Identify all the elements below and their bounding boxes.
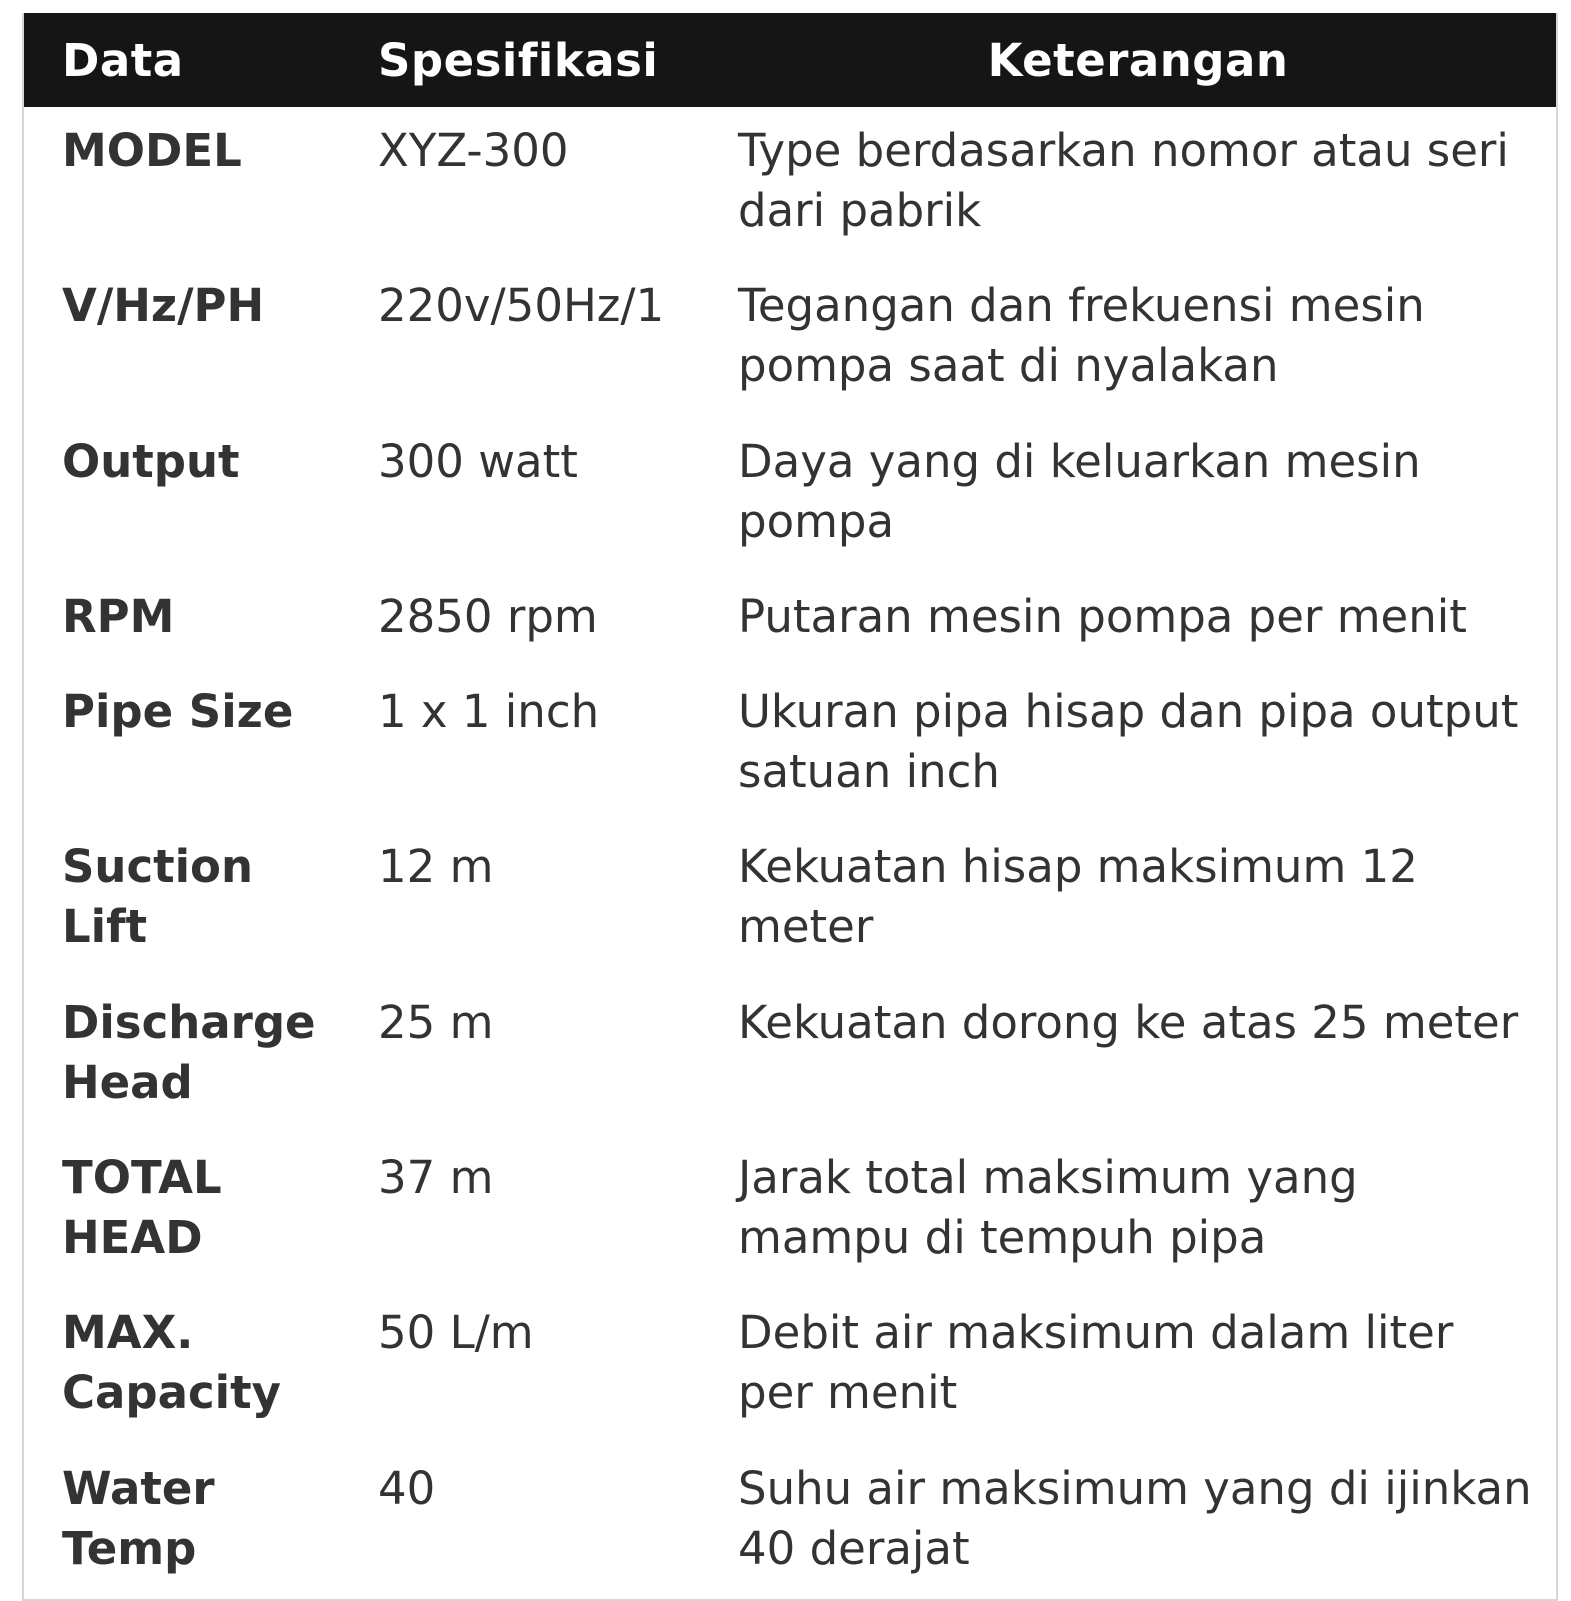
header-data: Data <box>62 33 184 87</box>
header-spesifikasi: Spesifikasi <box>378 33 659 87</box>
row-spec-value: 50 L/m <box>378 1306 534 1360</box>
table-row <box>23 573 1557 668</box>
table-row <box>23 1134 1557 1289</box>
row-data-label: Pipe Size <box>62 685 294 739</box>
table-header <box>23 13 1557 107</box>
table-row <box>23 668 1557 823</box>
table-row <box>23 1445 1557 1600</box>
row-spec-value: XYZ-300 <box>378 124 569 177</box>
table-row <box>23 262 1557 417</box>
row-data-label: MODEL <box>62 124 242 177</box>
row-data-label: TOTAL HEAD <box>62 1150 222 1264</box>
table-row <box>23 418 1557 573</box>
table-body <box>23 107 1557 1600</box>
row-description: Jarak total maksimum yang mampu di tempuh pipa <box>738 1150 1358 1264</box>
row-spec-value: 300 watt <box>378 434 578 488</box>
row-description: Tegangan dan frekuensi mesin pompa saat di nyalakan <box>738 279 1425 393</box>
row-data-label: MAX. Capacity <box>62 1306 281 1420</box>
row-description: Daya yang di keluarkan mesin pompa <box>738 434 1421 548</box>
row-spec-value: 25 m <box>378 995 494 1049</box>
row-description: Putaran mesin pompa per menit <box>738 589 1467 643</box>
table-row <box>23 823 1557 978</box>
row-data-label: V/Hz/PH <box>62 279 265 333</box>
table-row <box>23 107 1557 262</box>
row-data-label: Discharge Head <box>62 995 316 1109</box>
header-row <box>23 13 1557 107</box>
row-data-label: Water Temp <box>62 1461 215 1575</box>
row-data-label: Suction Lift <box>62 840 254 954</box>
row-spec-value: 12 m <box>378 840 494 894</box>
row-description: Kekuatan dorong ke atas 25 meter <box>738 995 1519 1049</box>
row-spec-value: 1 x 1 inch <box>378 685 600 739</box>
row-description: Ukuran pipa hisap dan pipa output satuan inch <box>738 685 1519 799</box>
table-row <box>23 979 1557 1134</box>
row-spec-value: 220v/50Hz/1 <box>378 279 665 333</box>
row-data-label: Output <box>62 434 240 488</box>
row-description: Type berdasarkan nomor atau seri dari pabrik <box>738 124 1509 237</box>
row-spec-value: 40 <box>378 1461 436 1515</box>
row-spec-value: 37 m <box>378 1150 494 1204</box>
spec-table <box>22 13 1558 1601</box>
table-row <box>23 1289 1557 1444</box>
row-description: Kekuatan hisap maksimum 12 meter <box>738 840 1418 954</box>
row-data-label: RPM <box>62 589 175 643</box>
header-keterangan: Keterangan <box>987 33 1289 87</box>
row-spec-value: 2850 rpm <box>378 589 598 643</box>
row-description: Debit air maksimum dalam liter per menit <box>738 1306 1454 1420</box>
row-description: Suhu air maksimum yang di ijinkan 40 derajat <box>738 1461 1532 1575</box>
